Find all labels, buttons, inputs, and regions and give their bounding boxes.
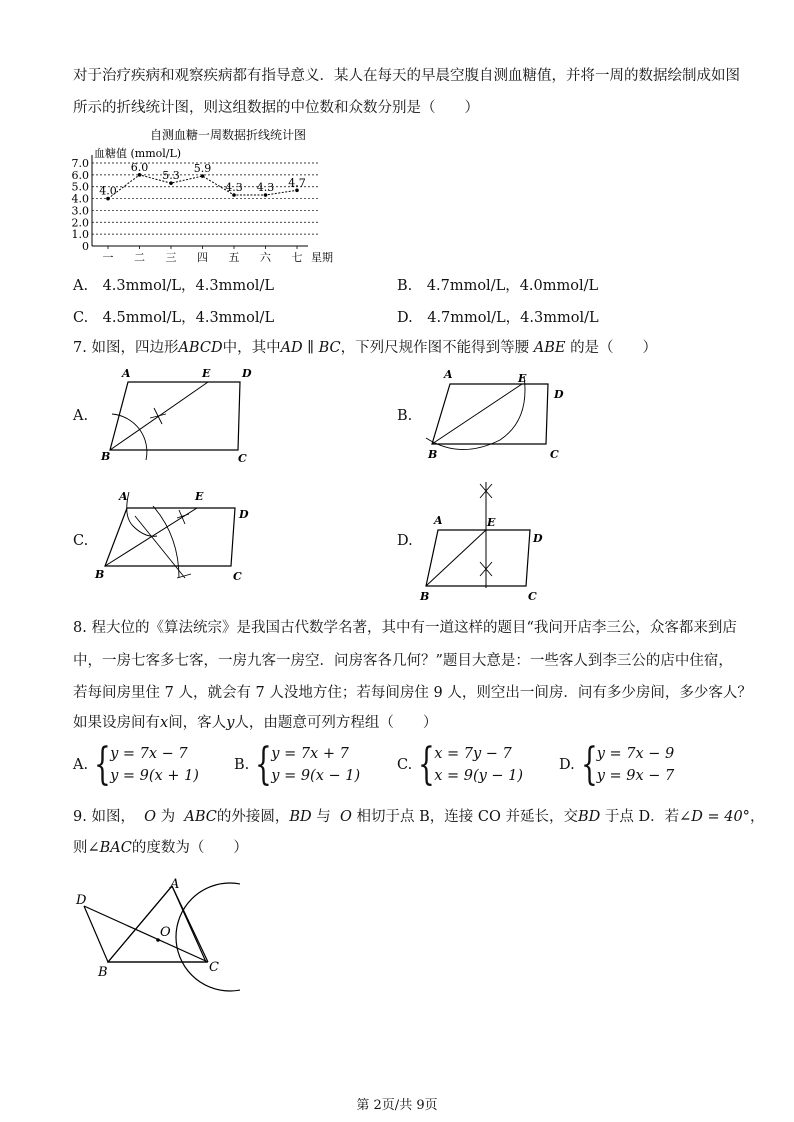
fig-c-pt-c: C — [233, 570, 242, 583]
q9-p7: ， — [749, 809, 765, 825]
q8-line4c: 人，由题意可列方程组（ ） — [234, 715, 438, 731]
q8-d-eq1: y = 7x − 9 — [596, 746, 675, 762]
q8-option-d-brace: { — [580, 739, 598, 790]
q9-line-1 — [73, 807, 764, 827]
chart-y-tick-label: 0 — [82, 240, 89, 253]
q7-suffix: 的是（ ） — [570, 340, 658, 356]
q8-option-c-label: C. — [397, 757, 413, 773]
chart-y-tick-label: 7.0 — [71, 157, 89, 170]
fig-a-pt-a: A — [122, 367, 131, 380]
chart-x-tick-label: 二 — [134, 251, 145, 264]
q9-pt-b: B — [98, 965, 108, 980]
fig-b-pt-a: A — [444, 368, 453, 381]
q7-mid2: ，下列尺规作图不能得到等腰 — [340, 340, 530, 356]
q9-pt-c: C — [209, 960, 219, 975]
fig-c-pt-b: B — [95, 568, 105, 581]
chart-y-tick-label: 5.0 — [71, 180, 89, 194]
fig-d-pt-b: B — [420, 590, 430, 603]
q7-figure-b — [420, 364, 580, 464]
chart-ylabel: 血糖值 (mmol/L) — [94, 147, 182, 160]
chart-x-ticks — [103, 246, 303, 264]
q8-option-b-brace: { — [255, 739, 273, 790]
q8-a-eq1: y = 7x − 7 — [110, 746, 188, 762]
chart-series — [99, 161, 306, 201]
intro-line-1: 对于治疗疾病和观察疾病都有指导意义．某人在每天的早晨空腹自测血糖值，并将一周的数据绘制成如图 — [73, 68, 740, 84]
q7-figure-d — [418, 476, 558, 604]
q9-line2b: 的度数为（ ） — [131, 840, 248, 856]
chart-xlabel: 星期 — [311, 251, 333, 264]
chart-data-label: 4.3 — [256, 181, 275, 195]
q9-line2a: 则 — [73, 840, 88, 856]
q9-circle-o-1: O — [144, 809, 157, 825]
fig-b-pt-b: B — [428, 448, 438, 461]
chart-data-label: 5.3 — [162, 169, 180, 183]
q8-var-x: x — [160, 715, 169, 731]
q9-p4: 与 — [316, 809, 331, 825]
q8-line-1: 8. 程大位的《算法统宗》是我国古代数学名著，其中有一道这样的题目“我问开店李三公，众客都来到店 — [73, 620, 737, 636]
chart-data-label: 5.9 — [193, 162, 212, 176]
q9-triangle: ABC — [184, 809, 217, 825]
chart-y-tick-label: 2.0 — [71, 216, 89, 230]
fig-b-pt-e: E — [518, 372, 527, 385]
q7-option-a-label: A. — [73, 408, 89, 424]
q7-option-b-label: B. — [397, 408, 413, 424]
chart-x-tick-label: 六 — [260, 251, 271, 264]
q8-b-eq1: y = 7x + 7 — [271, 746, 349, 762]
chart-data-label: 4.3 — [225, 181, 243, 195]
q9-p1: 9. 如图， — [73, 809, 135, 825]
fig-a-pt-e: E — [202, 367, 211, 380]
fig-a-pt-c: C — [238, 452, 247, 465]
fig-b-pt-d: D — [554, 388, 564, 401]
line-chart — [68, 126, 340, 268]
q8-b-eq2: y = 9(x − 1) — [271, 768, 361, 784]
chart-x-tick-label: 四 — [197, 251, 208, 264]
q6-option-d: D. 4.7mmol/L，4.3mmol/L — [397, 310, 599, 326]
q7-mid1: 中，其中 — [222, 340, 281, 356]
fig-d-pt-e: E — [487, 516, 496, 529]
q9-pt-a: A — [170, 877, 180, 892]
q8-c-eq2: x = 9(y − 1) — [434, 768, 524, 784]
q9-pt-d: D — [76, 893, 87, 908]
q9-bd-2: BD — [577, 809, 601, 825]
q8-var-y: y — [226, 715, 235, 731]
q6-option-a: A. 4.3mmol/L，4.3mmol/L — [73, 278, 274, 294]
q8-option-a — [73, 739, 199, 790]
q9-angle-bac: ∠BAC — [87, 840, 132, 856]
q8-option-a-label: A. — [73, 757, 89, 773]
q8-option-d-label: D. — [559, 757, 575, 773]
chart-x-tick-label: 一 — [102, 251, 114, 264]
q8-line4b: 间，客人 — [168, 715, 227, 731]
q7-option-d-label: D. — [397, 533, 413, 549]
q7-figure-c — [93, 486, 263, 588]
fig-c-pt-a: A — [119, 490, 128, 503]
q6-option-c: C. 4.5mmol/L，4.3mmol/L — [73, 310, 275, 326]
chart-y-tick-label: 4.0 — [71, 192, 89, 206]
q8-line-3: 若每间房里住 7 人，就会有 7 人没地方住；若每间房住 9 人，则空出一间房．问有多少房间，多少客人？ — [73, 685, 752, 701]
q8-option-a-brace: { — [94, 739, 111, 790]
fig-b-pt-c: C — [550, 448, 559, 461]
fig-a-pt-d: D — [242, 367, 252, 380]
q8-line4a: 如果设房间有 — [73, 715, 160, 731]
q9-pt-o: O — [160, 925, 171, 940]
q9-bd-1: BD — [289, 809, 312, 825]
q7-figure-a — [98, 364, 268, 466]
q8-option-b-label: B. — [234, 757, 250, 773]
fig-a-pt-b: B — [101, 450, 111, 463]
q8-line-4 — [73, 713, 437, 733]
chart-data-label: 4.0 — [99, 184, 117, 198]
q9-circle-o-2: O — [340, 809, 352, 825]
chart-x-tick-label: 七 — [291, 251, 303, 264]
intro-line-2: 所示的折线统计图，则这组数据的中位数和众数分别是（ ） — [73, 100, 479, 116]
q8-d-eq2: y = 9x − 7 — [596, 768, 675, 784]
q7-parallel: AD ∥ BC — [280, 340, 341, 356]
fig-d-pt-c: C — [528, 590, 537, 603]
q8-option-c — [397, 739, 524, 790]
q9-figure — [70, 872, 240, 1002]
fig-d-pt-d: D — [533, 532, 543, 545]
chart-x-tick-label: 五 — [228, 251, 240, 264]
q8-option-c-brace: { — [418, 739, 435, 790]
q8-c-eq1: x = 7y − 7 — [434, 746, 512, 762]
chart-data-label: 6.0 — [130, 160, 149, 174]
q9-angle-d: ∠D = 40° — [679, 809, 750, 825]
circumcircle — [176, 883, 240, 991]
q8-a-eq2: y = 9(x + 1) — [110, 768, 199, 784]
chart-y-tick-label: 6.0 — [71, 168, 89, 182]
fig-c-pt-e: E — [195, 490, 204, 503]
q9-p2: 为 — [160, 809, 176, 825]
q6-option-b: B. 4.7mmol/L，4.0mmol/L — [397, 278, 599, 294]
q7-stem — [73, 338, 657, 358]
q8-line-2: 中，一房七客多七客，一房九客一房空．问房客各几何？”题目大意是：一些客人到李三公的店中住宿， — [73, 653, 733, 669]
chart-x-tick-label: 三 — [165, 251, 177, 264]
chart-y-tick-label: 3.0 — [71, 204, 89, 218]
fig-c-pt-d: D — [239, 508, 249, 521]
q9-p6: 于点 D．若 — [604, 809, 680, 825]
page-footer: 第 2页/共 9页 — [356, 1098, 438, 1113]
chart-data-label: 4.7 — [288, 176, 306, 190]
q8-option-d — [559, 739, 675, 790]
q7-quad: ABCD — [178, 340, 223, 356]
q7-triangle: ABE — [533, 340, 566, 356]
chart-y-tick-label: 1.0 — [71, 228, 89, 242]
q8-option-b — [234, 739, 361, 790]
chart-title: 自测血糖一周数据折线统计图 — [149, 128, 307, 142]
q9-p3: 的外接圆， — [216, 809, 290, 825]
chart-y-ticks — [72, 157, 90, 253]
q9-p5: 相切于点 B，连接 CO 并延长，交 — [356, 809, 578, 825]
q9-line-2 — [73, 838, 248, 858]
q7-prefix: 7. 如图，四边形 — [73, 340, 179, 356]
q7-option-c-label: C. — [73, 533, 89, 549]
fig-d-pt-a: A — [434, 514, 443, 527]
